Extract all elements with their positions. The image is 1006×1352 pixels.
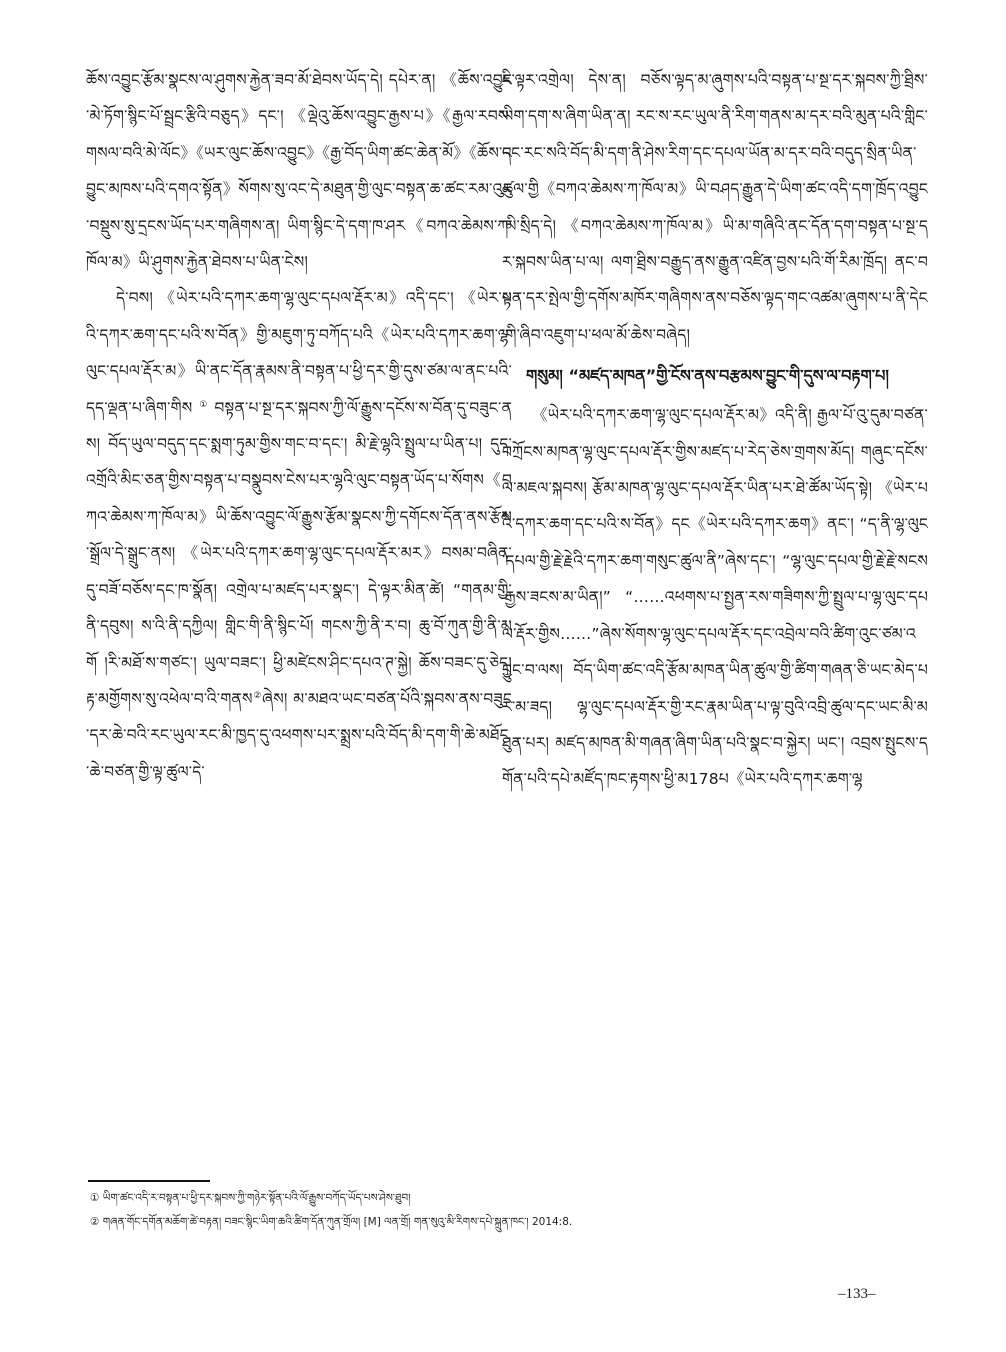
paragraph-2-text-c: ཞེས། མ་མཐའ་ཡང་བཙན་པོའི་སྐབས་ནས་བཟུང་དར་ཆེ་བའི་རང་ཡུལ་རང་མི་ཁྱད་དུ་འཕགས་པར་སྨྲས་པའི་བོད་མི་དག་གི་ཆེ་མཐོང་ཆེ་བཙན་གྱི་ལྟ་ཚུལ་དེ་: [86, 689, 512, 781]
right-paragraph-2: 《ཡེར་པའི་དཀར་ཆག་ལྷ་ལུང་དཔལ་རྡོར་མ》འདི་ནི། རྒྱལ་པོ་འུ་དུམ་བཙན་བཀྲོངས་མཁན་ལྷ་ལུང་དཔལ་རྡོར་གྱིས་མཛད་པ་རེད་ཅེས་གྲགས་མོད། གཞུང་དངོས་ལ་མཇལ་སྐབས། རྩོམ་མཁན་ལྷ་ལུང་དཔལ་རྡོར་ཡིན་པར་ཐེ་ཚོམ་ཡོད་སྟེ། 《ཡེར་པའི་དཀར་ཆག་དང་པའི་ས་བོན》དང《ཡེར་པའི་དཀར་ཆག》ནང་། “ད་ནི་ལྷ་ལུང་དཔལ་གྱི་རྗེ་རྗེའི་དཀར་ཆག་གསུང་ཚུལ་ནི”ཞེས་དང་། “ལྷ་ལུང་དཔལ་གྱི་རྗེ་རྗེ་སངས་རྒྱས་ཟངས་མ་ཡིན།” “……འཕགས་པ་སྤྱན་རས་གཟིགས་ཀྱི་སྤྲུལ་པ་ལྷ་ལུང་དཔལ་རྡོར་གྱིས……”ཞེས་སོགས་ལྷ་ལུང་དཔལ་རྡོར་དང་འབྲེལ་བའི་ཚིག་འུང་ཙམ་འབྱུང་བ་ལས། བོད་ཡིག་ཚང་འདི་རྩོམ་མཁན་ཡིན་ཚུལ་གྱི་ཚིག་གཞན་ཅི་ཡང་མེད་པར་མ་ཟད། ལྷ་ལུང་དཔལ་རྡོར་གྱི་རང་རྣམ་ཡིན་པ་ལྟ་བུའི་འབྲི་ཚུལ་དང་ཡང་མི་མཐུན་པར། མཛད་མཁན་མི་གཞན་ཞིག་ཡིན་པའི་སྣང་བ་སྐྱེར། ཡང་། འབྲས་སྤུངས་དགོན་པའི་དཔེ་མཛོད་ཁང་རྟགས་ཕྱི་མ178པ《ཡེར་པའི་དཀར་ཆག་ལྷ: [502, 406, 928, 789]
right-column: [502, 62, 928, 798]
left-column: [86, 62, 512, 790]
paragraph-2-text-a: དེ་བས། 《ཡེར་པའི་དཀར་ཆག་ལྷ་ལུང་དཔལ་རྡོར་མ》འདི་དང་། 《ཡེར་པའི་དཀར་ཆག་དང་པའི་ས་བོན》གྱི་མཇུག་ཏུ་བཀོད་པའི《ཡེར་པའི་དཀར་ཆག་ལྷ་ལུང་དཔལ་རྡོར་མ》ཡི་ནང་དོན་རྣམས་ནི་བསྟན་པ་ཕྱི་དར་གྱི་དུས་ཙམ་ལ་ནང་པའི་དད་ལྡན་པ་ཞིག་གིས: [86, 289, 512, 417]
section-heading: [502, 359, 928, 393]
footnote-divider: [88, 1180, 210, 1182]
footnote-1: ① ཡིག་ཚང་འདི་ར་བསྟན་པ་ཕྱི་དར་སྐབས་ཀྱི་གཉེར་སྟོན་པའི་ལོ་རྒྱུས་བཀོད་ཡོད་པས་ཤེས་ཐུབ།: [90, 1192, 411, 1204]
page-number: –133–: [838, 1286, 876, 1302]
footnote-marker-1: ①: [192, 399, 215, 410]
footnote-2: ② གཞན་གོང་དགོན་མཆོག་ཚེ་བརྟན། བཟང་སྙིང་ཡིག་ཆའི་ཚིག་དོན་ཀུན་གྲོལ། [M] ལན་གྲོ། གན་སུའུ་མི་རིགས་དཔེ་སྐྲུན་ཁང་། 2014:8.: [90, 1216, 573, 1228]
section-number: གསུམ།: [526, 366, 563, 386]
left-paragraph-1: ཆོས་འབྱུང་རྩོམ་སྣངས་ལ་ཤུགས་རྐྱེན་ཟབ་མོ་ཐེབས་ཡོད་དེ། དཔེར་ན། 《ཆོས་འབྱུང་མེ་ཏོག་སྙིང་པོ་སྦྲང་རྩིའི་བཅུད》དང་། 《ལྡེའུ་ཆོས་འབྱུང་རྒྱས་པ》《རྒྱལ་རབས་གསལ་བའི་མེ་ལོང》《ཡར་ལུང་ཆོས་འབྱུང》《རྒྱ་བོད་ཡིག་ཚང་ཆེན་མོ》《ཆོས་འབྱུང་མཁས་པའི་དགའ་སྟོན》སོགས་སུ་འང་དེ་མཐུན་གྱི་ལུང་བསྟན་ཆ་ཚང་རམ་འུང་བསྡུས་སུ་དྲངས་ཡོད་པར་གཞིགས་ན། ཡིག་སྙིང་དེ་དག་ཁ་ཤར《བཀའ་ཆེམས་ཀ་ཁོལ་མ》ཡི་ཤུགས་རྐྱེན་ཐེབས་པ་ཡིན་ངེས།: [86, 71, 512, 272]
right-paragraph-1: ཇི་ལྟར་འགྲེལ། དེས་ན། བཅོས་ལྟད་མ་ཞུགས་པའི་བསྟན་པ་སྔ་དར་སྐབས་ཀྱི་ཐྲིས་ཡིག་དག་ས་ཞིག་ཡིན་ན། རང་ས་རང་ཡུལ་ནི་རིག་གནས་མ་དར་བའི་མུན་པའི་གླིང་དང་རང་སའི་བོད་མི་དག་ནི་ཤེས་རིག་དང་དཔལ་ཡོན་མ་དར་བའི་བདུད་སྲིན་ཡིན་ཚུལ་གྱི《བཀའ་ཆེམས་ཀ་ཁོལ་མ》ཡི་བཤད་རྒྱུན་དེ་ཡིག་ཚང་འདི་དག་ཁྲོད་འབྱུང་མི་སྲིད་དེ། 《བཀའ་ཆེམས་ཀ་ཁོལ་མ》ཡི་མ་གཞིའི་ནང་དོན་དག་བསྟན་པ་སྔ་དར་སྐབས་ཡིན་པ་ལ། ལག་ཐྲིས་བརྒྱུད་ནས་རྒྱུན་འཛིན་བྱས་པའི་གོ་རིམ་ཁྲོད། ནང་བསྟན་དར་སྤེལ་གྱི་དགོས་མཁོར་གཞིགས་ནས་བཅོས་ལྟད་གང་འཚམ་ཞུགས་པ་ནི་དེང་གི་ཞིབ་འཇུག་པ་ཕལ་མོ་ཆེས་བཞེད།: [502, 71, 928, 344]
footnote-marker-2: ②: [252, 690, 263, 701]
section-title: “མཛད་མཁན”གྱི་ངོས་ནས་བརྩམས་བྱུང་གི་དུས་ལ་བརྟག་པ།: [568, 366, 889, 386]
paragraph-2-text-b: བསྟན་པ་སྔ་དར་སྐབས་ཀྱི་ལོ་རྒྱུས་དངོས་ས་བོན་དུ་བཟུང་ནས། བོད་ཡུལ་བདུད་དང་སྨག་ཏུམ་གྱིས་གང་བ་དང་། མི་རྗེ་ལྷའི་སྤྲུལ་པ་ཡིན་པ། དུད་འགྲོའི་མིང་ཅན་གྱིས་བསྟན་པ་བསྣུབས་ངེས་པར་ལྷའི་ལུང་བསྟན་ཡོད་པ་སོགས《བཀའ་ཆེམས་ཀ་ཁོལ་མ》ཡི་ཆོས་འབྱུང་ལོ་རྒྱུས་རྩོམ་སྣངས་ཀྱི་དགོངས་དོན་ནས་རྩོམ་སྒྲོལ་དེ་སྒྲུང་ནས། 《ཡེར་པའི་དཀར་ཆག་ལྷ་ལུང་དཔལ་རྡོར་མར》བསམ་བཞིན་དུ་བཟོ་བཅོས་དང་ཁ་སྣོན། འགྲེལ་པ་མཛད་པར་སྣང་། དེ་ལྟར་མིན་ཚེ། “གནམ་གྱི་ནི་དབུས། ས་འི་ནི་དཀྱིལ། གླིང་གི་ནི་སྙིང་པོ། གངས་ཀྱི་ནི་ར་བ། ཆུ་བོ་ཀུན་གྱི་ནི་མགོ །རི་མཐོ་ས་གཙང་། ཡུལ་བཟང་། ཕྱི་མཛེངས་ཤིང་དཔའ་ཊ་སྐྱེ། ཆོས་བཟང་དུ་ཅེད། རྟ་མགྱོགས་སུ་འཕེལ་བ་འི་གནས: [86, 398, 512, 708]
left-paragraph-2: [86, 280, 512, 790]
